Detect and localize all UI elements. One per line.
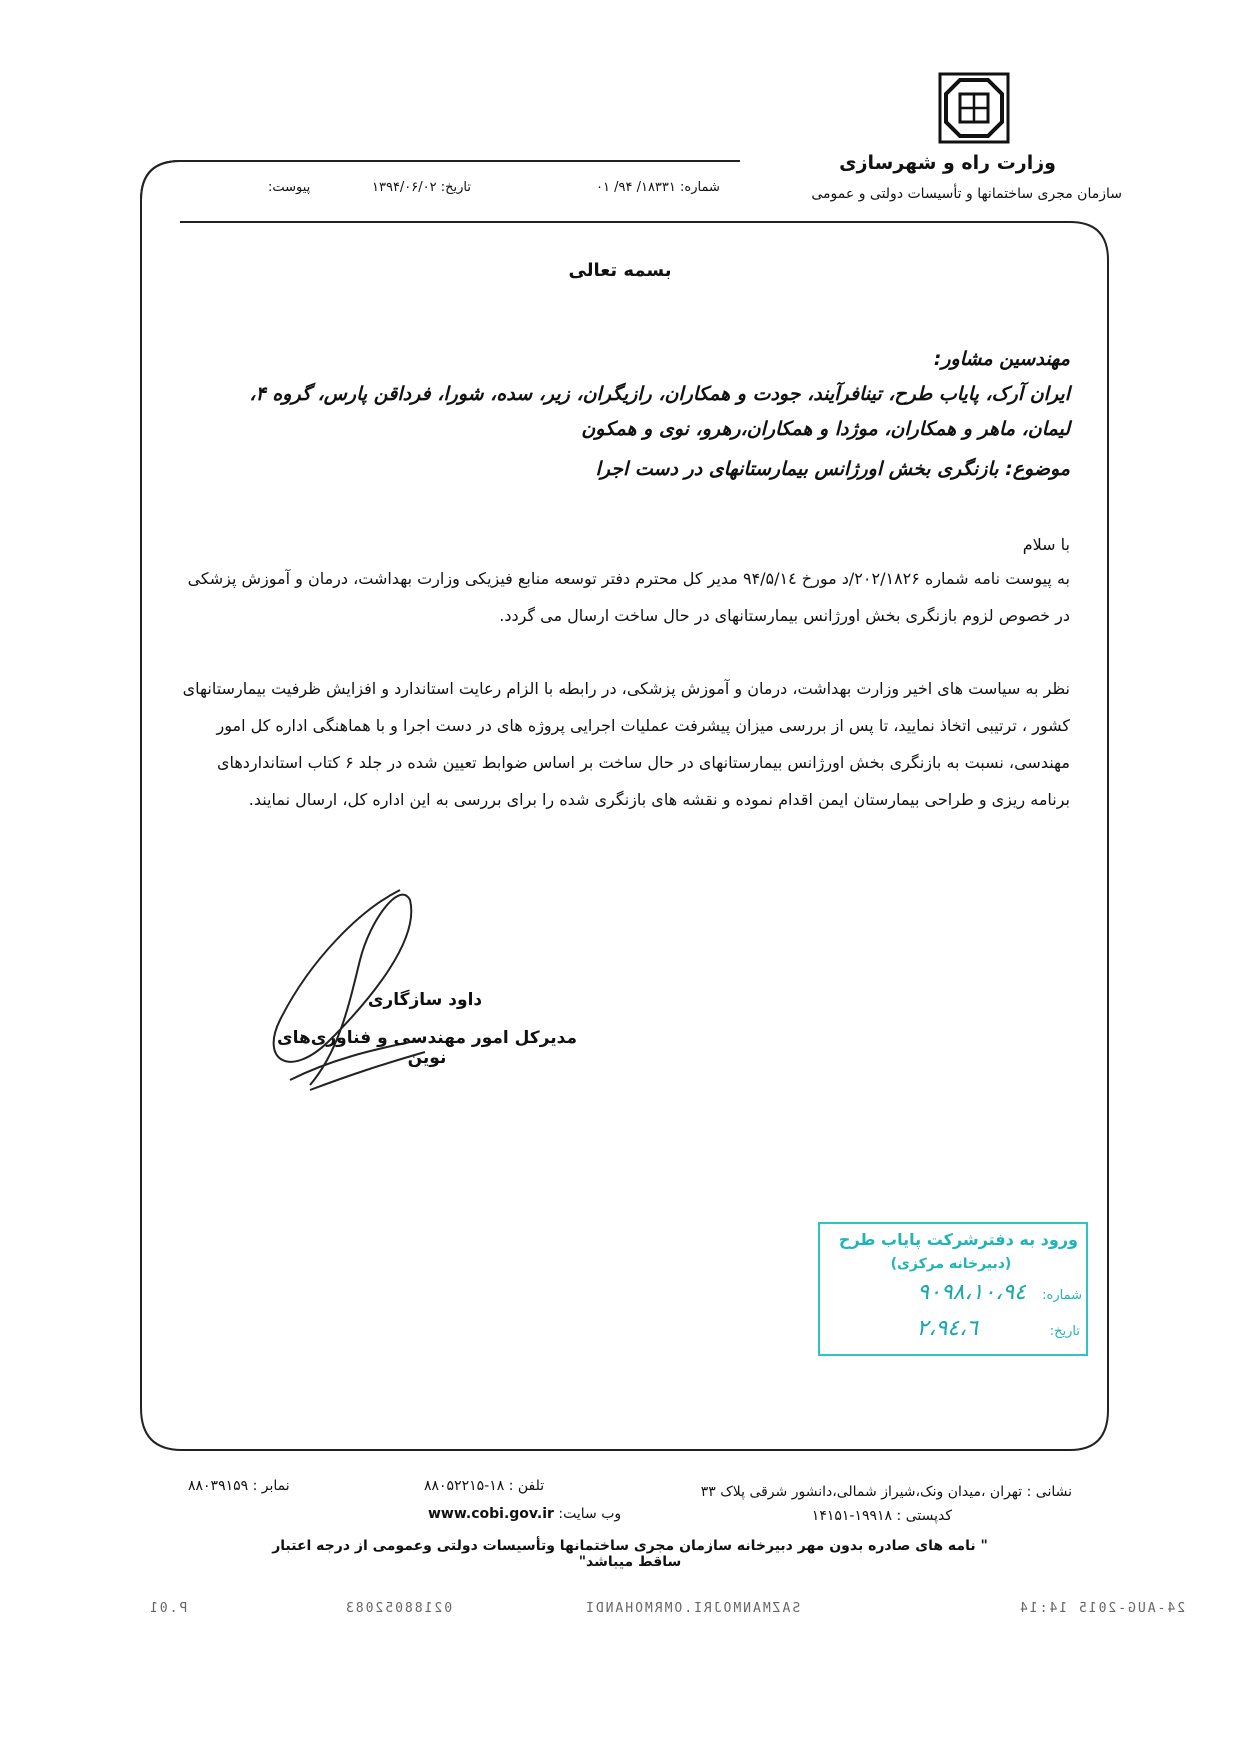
stamp-line-1: ورود به دفترشرکت پایاب طرح (838, 1230, 1078, 1249)
fax-sender: SAZMANMOJRI.OMRMOHANDI (584, 1601, 801, 1616)
recipients-title: مهندسین مشاور: (933, 348, 1070, 370)
recipients-line-1: ایران آرک، پایاب طرح، تینافرآیند، جودت و همکاران، رازیگران، زیر، سده، شورا، فرداقن پارس، گروه ۴، (249, 383, 1070, 405)
fax-page: P.01 (148, 1601, 188, 1616)
stamp-line-2: (دبیرخانه مرکزی) (890, 1256, 1012, 1272)
signatory-title: مدیرکل امور مهندسی و فناوری‌های نوین (277, 1028, 577, 1068)
fax-phone: 02188052083 (344, 1601, 453, 1616)
letter-date-label: تاریخ: (440, 180, 472, 195)
organization-logo-icon (938, 72, 1010, 144)
letter-number-label: شماره: (680, 180, 720, 195)
footer-address: نشانی : تهران ،میدان ونک،شیراز شمالی،دانشور شرقی پلاک ۳۳ (700, 1484, 1072, 1500)
ministry-name: وزارت راه و شهرسازی (839, 152, 1056, 174)
invocation-heading: بسمه تعالی (568, 260, 672, 281)
footer-website (428, 1506, 621, 1522)
receipt-stamp (818, 1222, 1088, 1356)
footer-fax: نمابر : ۸۸۰۳۹۱۵۹ (188, 1478, 290, 1494)
recipients-line-2: لیمان، ماهر و همکاران، موژدا و همکاران،رهرو، نوی و همکون (581, 418, 1070, 440)
stamp-date-label: تاریخ: (1049, 1324, 1080, 1339)
footer-disclaimer: " نامه های صادره بدون مهر دبیرخانه سازمان مجری ساختمانها وتأسیسات دولتی وعمومی از درجه اعتبار ساقط میباشد" (272, 1538, 988, 1570)
greeting: با سلام (1022, 535, 1070, 554)
footer-website-url: www.cobi.gov.ir (428, 1506, 554, 1522)
fax-date-time: 24-AUG-2015 14:14 (1018, 1601, 1186, 1616)
signatory-name: داود سازگاری (367, 990, 483, 1010)
stamp-number-value: ۱۰،۹٤،۹۰۹۸ (917, 1280, 1026, 1305)
stamp-date-value: ۹٤،٦،۲ (916, 1316, 978, 1341)
body-paragraph-2: نظر به سیاست های اخیر وزارت بهداشت، درمان و آموزش پزشکی، در رابطه با الزام رعایت استاندارد و افزایش ظرفیت بیمارستانهای کشور ، ترتیبی اتخاذ نمایید، تا پس از بررسی میزان پیشرفت عملیات اجرایی پروژه های در دست اجرا و با هماهنگی اداره کل امور مهندسی، نسبت به بازنگری بخش اورژانس بیمارستانهای در حال ساخت بر اساس ضوابط تعیین شده در جلد ۶ کتاب استانداردهای برنامه ریزی و طراحی بیمارستان ایمن اقدام نموده و نقشه های بازنگری شده را برای بررسی به این اداره کل، ارسال نمایند. (182, 679, 1070, 809)
stamp-number-label: شماره: (1042, 1288, 1082, 1303)
organization-name: سازمان مجری ساختمانها و تأسیسات دولتی و عمومی (811, 186, 1122, 202)
body-paragraph-1: به پیوست نامه شماره ۲۰۲/۱۸۲۶/د مورخ ۹۴/۵/۱٤ مدیر کل محترم دفتر توسعه منابع فیزیکی وزارت بهداشت، درمان و آموزش پزشکی در خصوص لزوم بازنگری بخش اورژانس بیمارستانهای در حال ساخت ارسال می گردد. (187, 569, 1070, 625)
footer-postal-code: کدپستی : ۱۹۹۱۸-۱۴۱۵۱ (811, 1508, 952, 1524)
footer-phone: تلفن : ۱۸-۸۸۰۵۲۲۱۵ (424, 1478, 545, 1494)
letter-attachment-label: پیوست: (268, 180, 311, 195)
footer-website-label: وب سایت: (558, 1506, 622, 1522)
letter-subject: موضوع: بازنگری بخش اورژانس بیمارستانهای در دست اجرا (595, 458, 1070, 480)
letter-number-value: ۱۸۳۳۱/ ۹۴/ ۰۱ (596, 180, 676, 195)
letter-date-value: ۱۳۹۴/۰۶/۰۲ (372, 180, 437, 195)
